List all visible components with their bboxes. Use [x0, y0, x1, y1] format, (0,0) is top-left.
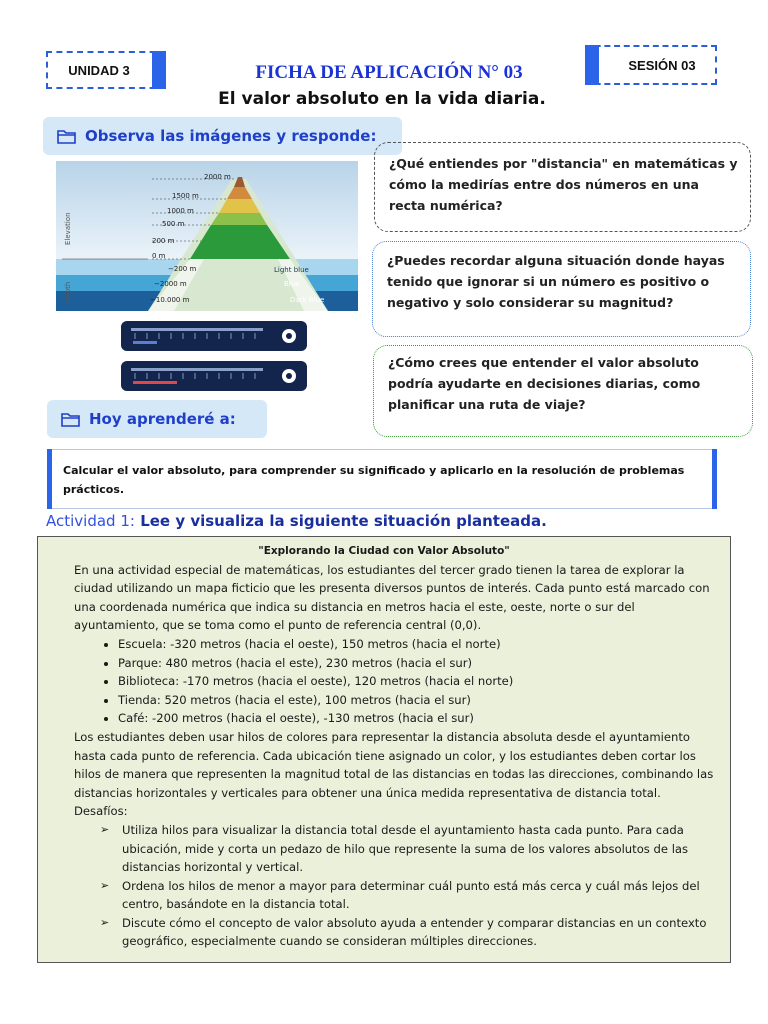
- altitude-label: 1000 m: [167, 207, 194, 215]
- folder-icon: [61, 411, 81, 427]
- list-item: • Escuela: -320 metros (hacia el oeste), 150 metros (hacia el norte): [118, 635, 714, 654]
- story-body: Los estudiantes deben usar hilos de colores para representar la distancia absoluta desde el ayuntamiento hasta cada punto de referencia. Cada ubicación tiene asignado un color, y los estudiantes deben cortar los hilos de manera que representen la magnitud total de las distancias en todas las direcciones, combinando las distancias horizontales y verticales para obtener una única medida representativa de distancia total.: [74, 729, 714, 800]
- story-intro: En una actividad especial de matemáticas, los estudiantes del tercer grado tienen la tarea de explorar la ciudad utilizando un mapa ficticio que les presenta diversos puntos de interés. Cada punto está marcado con una coordenada numérica que indica su distancia en metros hacia el este, oeste, norte o sur del ayuntamiento, que se toma como el punto de referencia central (0,0).: [74, 562, 710, 633]
- activity-number: Actividad 1:: [46, 512, 135, 530]
- challenges-label: Desafíos:: [74, 804, 128, 819]
- elevation-depth-illustration: [56, 161, 358, 311]
- thermometer-illustration: [121, 319, 307, 393]
- water-label: Light blue: [274, 266, 309, 274]
- challenges-list: [74, 821, 714, 951]
- list-item: ➢ Ordena los hilos de menor a mayor para determinar cuál punto está más cerca y cuál más lejos del centro, basándote en la distancia total.: [122, 877, 714, 914]
- objective-left-bar: [47, 449, 52, 509]
- water-label: Dark Blue: [290, 296, 325, 304]
- folder-icon: [57, 128, 77, 144]
- list-item: • Parque: 480 metros (hacia el este), 230 metros (hacia el sur): [118, 654, 714, 673]
- list-item: ➢ Utiliza hilos para visualizar la distancia total desde el ayuntamiento hasta cada punto. Para cada ubicación, mide y corta un pedazo de hilo que represente la suma de los valores absolutos de las distancias horizontal y vertical.: [122, 821, 714, 877]
- list-item: • Biblioteca: -170 metros (hacia el oeste), 120 metros (hacia el norte): [118, 672, 714, 691]
- page-title: FICHA DE APLICACIÓN N° 03: [255, 62, 523, 83]
- learning-objective-text: Calcular el valor absoluto, para comprender su significado y aplicarlo en la resolución de problemas prácticos.: [63, 464, 685, 496]
- session-label: SESIÓN 03: [628, 57, 696, 73]
- altitude-label: 500 m: [162, 220, 185, 228]
- elevation-axis-label: Elevation: [64, 212, 72, 245]
- unit-label: UNIDAD 3: [68, 62, 130, 78]
- learning-objective-box: [48, 449, 716, 509]
- story-box: [37, 536, 731, 963]
- points-list: [74, 635, 714, 728]
- observe-section-header: [43, 117, 402, 155]
- activity-heading: [46, 512, 547, 530]
- question-box: [373, 345, 753, 437]
- question-text: ¿Cómo crees que entender el valor absoluto podría ayudarte en decisiones diarias, como planificar una ruta de viaje?: [388, 355, 701, 412]
- list-item: • Café: -200 metros (hacia el oeste), -130 metros (hacia el sur): [118, 709, 714, 728]
- depth-axis-label: Depth: [64, 281, 72, 303]
- question-box: [372, 241, 751, 337]
- altitude-label: 200 m: [152, 237, 175, 245]
- depth-label: −2000 m: [154, 280, 187, 288]
- altitude-label: 2000 m: [204, 173, 231, 181]
- activity-title: Lee y visualiza la siguiente situación planteada.: [140, 512, 547, 530]
- altitude-label: 0 m: [152, 252, 166, 260]
- altitude-label: 1500 m: [172, 192, 199, 200]
- list-item: ➢ Discute cómo el concepto de valor absoluto ayuda a entender y comparar distancias en un contexto geográfico, especialmente cuando se consideran múltiples direcciones.: [122, 914, 714, 951]
- list-item: • Tienda: 520 metros (hacia el este), 100 metros (hacia el sur): [118, 691, 714, 710]
- page-subtitle: El valor absoluto en la vida diaria.: [218, 89, 546, 109]
- learn-section-header: [47, 400, 267, 438]
- story-heading: "Explorando la Ciudad con Valor Absoluto": [258, 545, 510, 557]
- learn-section-label: Hoy aprenderé a:: [89, 410, 236, 428]
- question-text: ¿Qué entiendes por "distancia" en matemáticas y cómo la medirías entre dos números en una recta numérica?: [389, 156, 738, 213]
- depth-label: −10.000 m: [150, 296, 190, 304]
- water-label: Blue: [284, 280, 300, 288]
- question-text: ¿Puedes recordar alguna situación donde hayas tenido que ignorar si un número es positivo o negativo y solo considerar su magnitud?: [387, 253, 725, 310]
- depth-label: −200 m: [168, 265, 197, 273]
- observe-section-label: Observa las imágenes y responde:: [85, 127, 377, 145]
- objective-right-bar: [712, 449, 717, 509]
- question-box: [374, 142, 751, 232]
